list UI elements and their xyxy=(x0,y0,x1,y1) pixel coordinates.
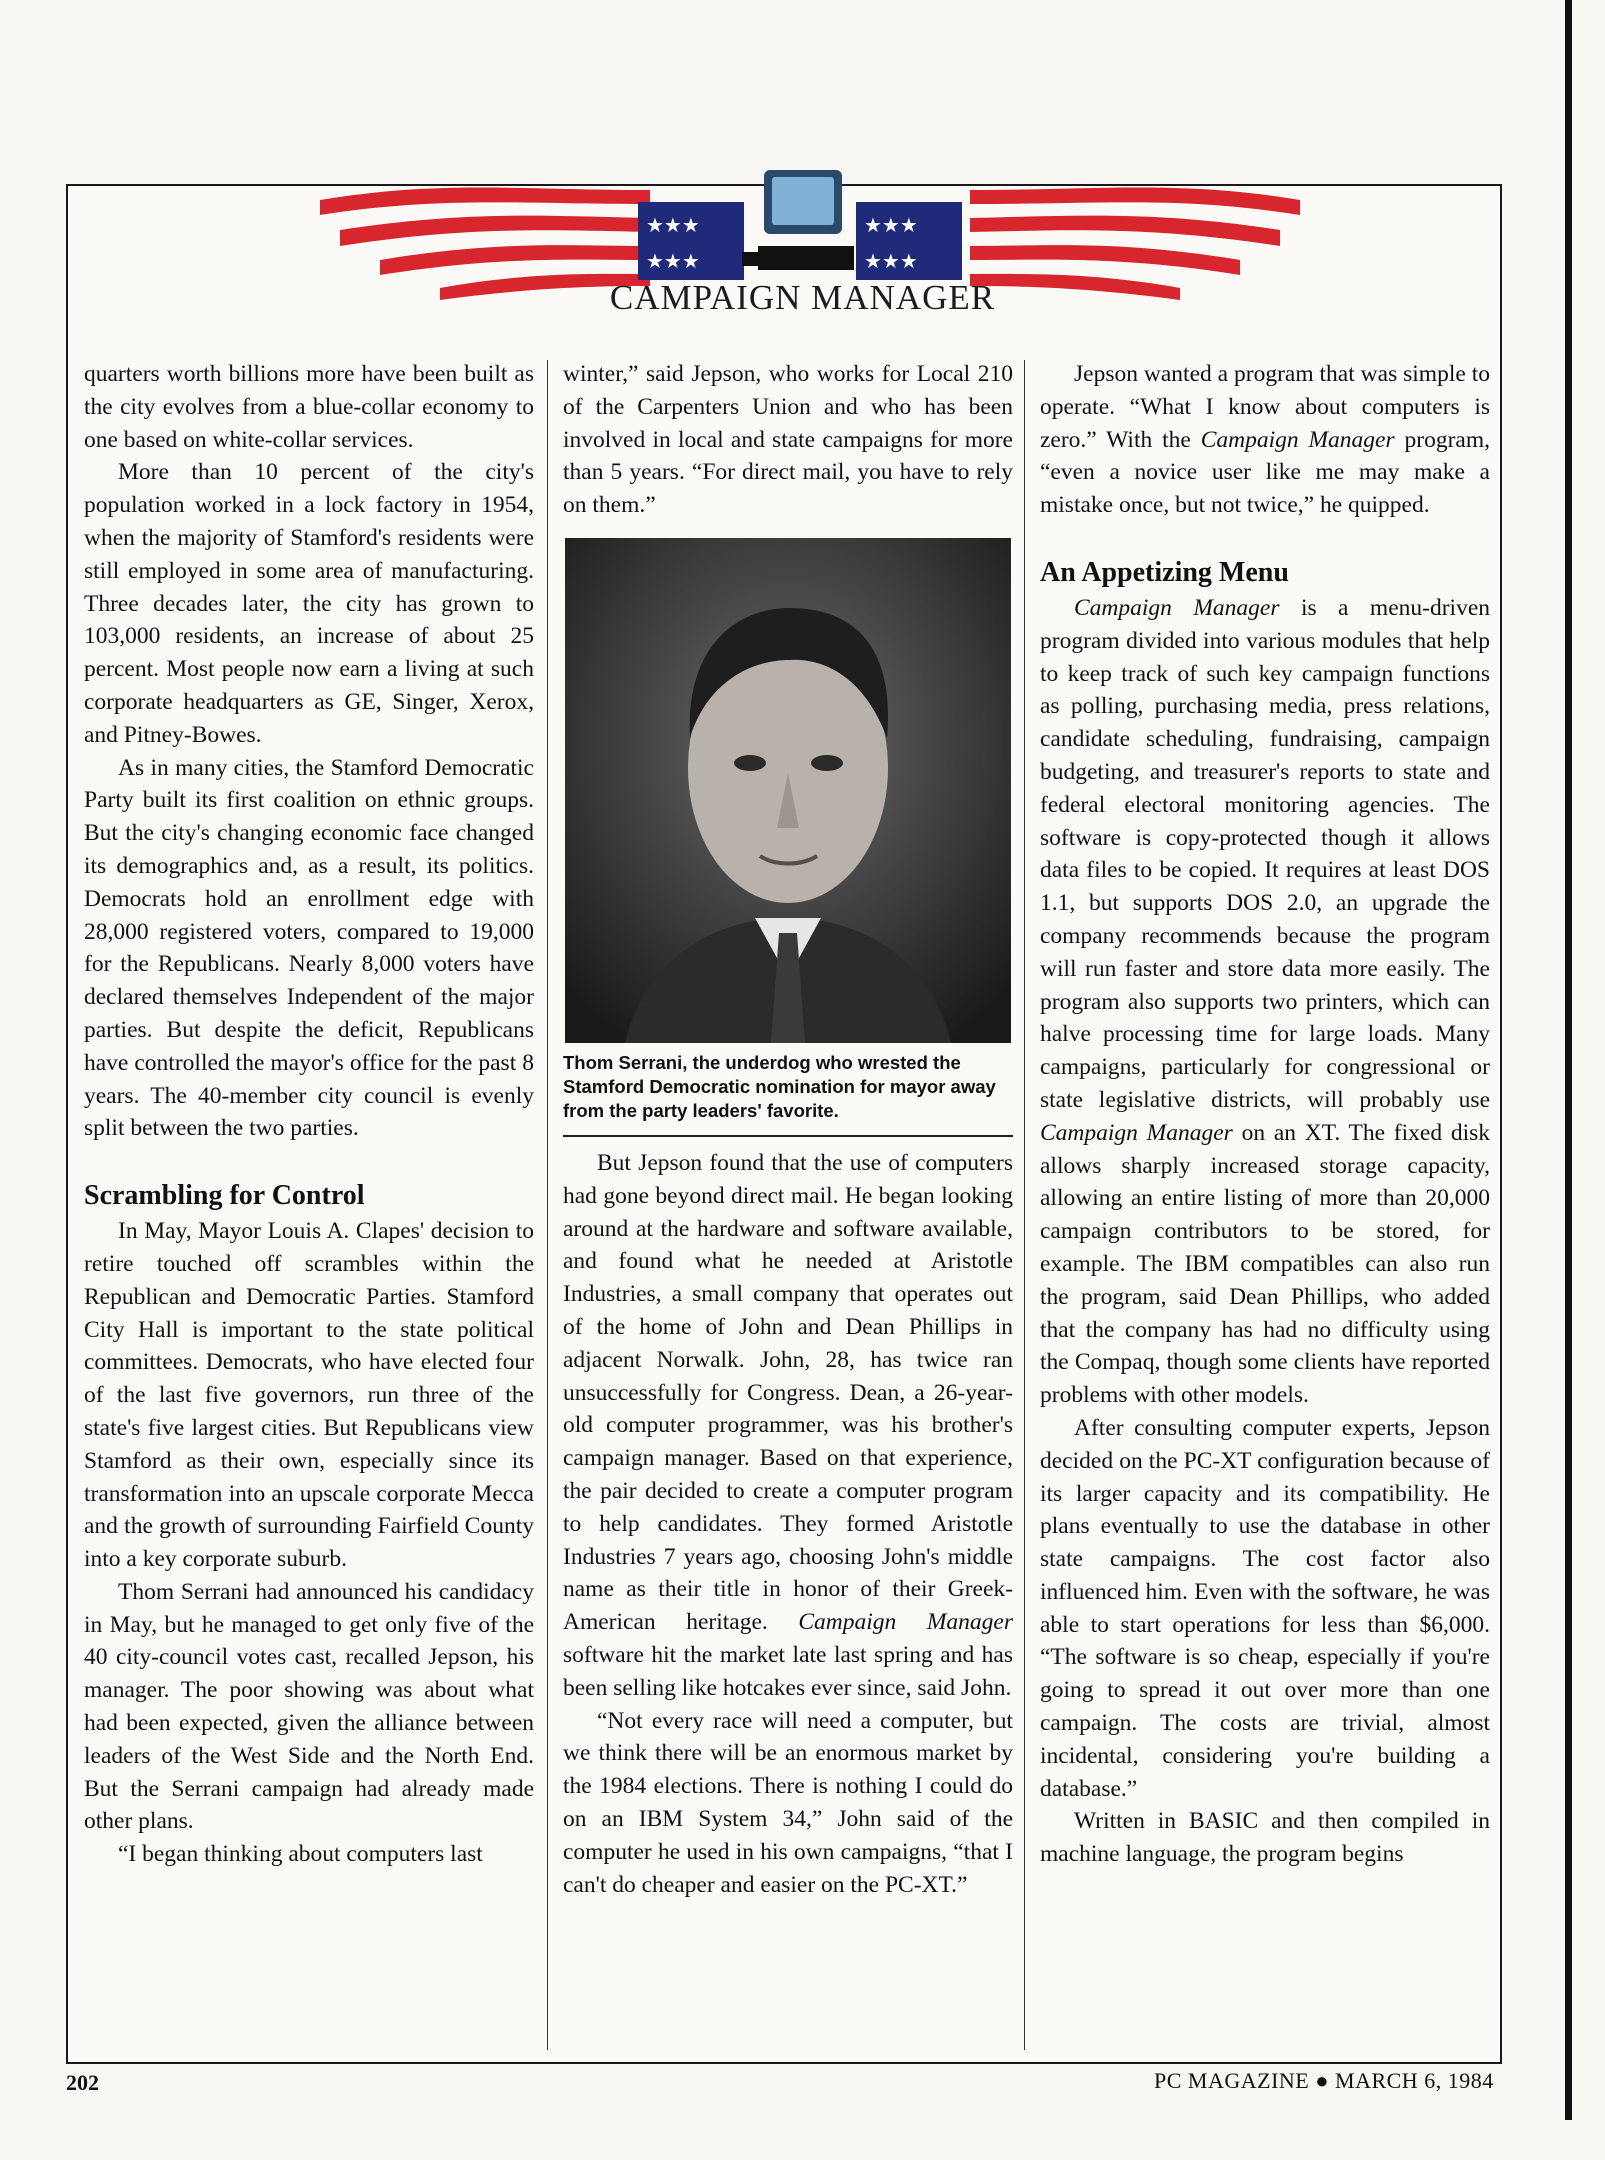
italic-title: Campaign Manager xyxy=(1200,426,1395,453)
scan-edge-bar xyxy=(1565,0,1572,2120)
magazine-issue: PC MAGAZINE ● MARCH 6, 1984 xyxy=(1154,2068,1494,2093)
paragraph: winter,” said Jepson, who works for Local 210 of the Carpenters Union and who has been involved in local and state campaigns for more than 5 years. “For direct mail, you have to rely on them.” xyxy=(563,361,1013,519)
paragraph: “I began thinking about computers last xyxy=(118,1841,483,1868)
article-column-1 xyxy=(84,358,534,1871)
column-rule xyxy=(547,360,548,2050)
page-number: 202 xyxy=(66,2070,99,2095)
italic-title: Campaign Manager xyxy=(1074,594,1280,621)
paragraph: More than 10 percent of the city's population worked in a lock factory in 1954, when the majority of Stamford's residents were still employed in some area of manufacturing. Three decades later, the city has grown to 103,000 residents, an increase of about 25 percent. Most people now earn a living at such corporate headquarters as GE, Singer, Xerox, and Pitney-Bowes. xyxy=(84,459,534,748)
computer-icon xyxy=(742,170,854,270)
paragraph xyxy=(1040,358,1490,522)
paragraph: After consulting computer experts, Jepson decided on the PC-XT configuration because of its larger capacity and its compatibility. He plans eventually to use the database in other state campaigns. The cost factor also influenced him. Even with the software, he was able to start operations for less than $6,000. “The software is so cheap, especially if you're going to spread it out over more than one campaign. The costs are trivial, almost incidental, considering you're building a database.” xyxy=(1040,1414,1490,1802)
department-title: CAMPAIGN MANAGER xyxy=(609,278,996,317)
portrait-photo xyxy=(565,538,1011,1043)
section-heading: An Appetizing Menu xyxy=(1040,556,1289,588)
paragraph-text: But Jepson found that the use of computers had gone beyond direct mail. He began looking around at the hardware and software available, and found what he needed at Aristotle Industries, a small company that operates out of the home of John and Dean Phillips in adjacent Norwalk. John, 28, has twice ran unsuccessfully for Congress. Dean, a 26-year-old computer programmer, was his brother's campaign manager. Based on that experience, the pair decided to create a computer program to help candidates. They formed Aristotle Industries 7 years ago, choosing John's middle name as their title in honor of their Greek-American heritage. xyxy=(563,1149,1013,1636)
article-column-2 xyxy=(563,358,1013,1901)
paragraph: quarters worth billions more have been built as the city evolves from a blue-collar economy to one based on white-collar services. xyxy=(84,361,534,453)
column-rule xyxy=(1024,360,1025,2050)
paragraph: “Not every race will need a computer, but we think there will be an enormous market by the 1984 elections. There is nothing I could do on an IBM System 34,” John said of the computer he used in his own campaigns, “that I can't do cheaper and easier on the PC-XT.” xyxy=(563,1707,1013,1898)
italic-title: Campaign Manager xyxy=(1040,1119,1233,1146)
italic-title: Campaign Manager xyxy=(798,1609,1014,1636)
paragraph-text: Jepson wanted a program that was simple to operate. “What I know about computers is zero.” With the xyxy=(1040,361,1490,453)
photo-caption: Thom Serrani, the underdog who wrested the Stamford Democratic nomination for mayor away from the party leaders' favorite. xyxy=(563,1051,1013,1137)
paragraph-text: software hit the market late last spring and has been selling like hotcakes ever since, said John. xyxy=(563,1641,1013,1701)
paragraph-text: program, “even a novice user like me may make a mistake once, but not twice,” he quipped. xyxy=(1040,426,1491,519)
article-column-3 xyxy=(1040,358,1490,1871)
paragraph: In May, Mayor Louis A. Clapes' decision to retire touched off scrambles within the Republican and Democratic Parties. Stamford City Hall is important to the state political committees. Democrats, who have elected four of the last five governors, run three of the state's five largest cities. But Republicans view Stamford as their own, especially since its transformation into an upscale corporate Mecca and the growth of surrounding Fairfield County into a key corporate suburb. xyxy=(84,1218,534,1573)
paragraph xyxy=(1040,592,1490,1412)
paragraph xyxy=(563,1147,1013,1705)
portrait-illustration xyxy=(565,538,1011,1043)
paragraph-text: on an XT. The fixed disk allows sharply increased storage capacity, allowing an entire listing of more than 20,000 campaign contributors to be stored, for example. The IBM compatibles can also run the program, said Dean Phillips, who added that the company has had no difficulty using the Compaq, though some clients have reported problems with other models. xyxy=(1040,1119,1491,1409)
svg-text:★★★: ★★★ xyxy=(646,213,700,237)
paragraph: Written in BASIC and then compiled in machine language, the program begins xyxy=(1040,1808,1490,1868)
paragraph: As in many cities, the Stamford Democratic Party built its first coalition on ethnic groups. But the city's changing economic face changed its demographics and, as a result, its politics. Democrats hold an enrollment edge with 28,000 registered voters, compared to 19,000 for the Republicans. Nearly 8,000 voters have declared themselves Independent of the major parties. But despite the deficit, Republicans have controlled the mayor's office for the past 8 years. The 40-member city council is evenly split between the two parties. xyxy=(84,754,534,1142)
paragraph: Thom Serrani had announced his candidacy in May, but he managed to get only five of the 40 city-council votes cast, recalled Jepson, his manager. The poor showing was about what had been expected, given the alliance between leaders of the West Side and the North End. But the Serrani campaign had already made other plans. xyxy=(84,1578,534,1835)
svg-text:★★★: ★★★ xyxy=(864,249,918,273)
svg-text:★★★: ★★★ xyxy=(646,249,700,273)
section-heading: Scrambling for Control xyxy=(84,1180,365,1212)
paragraph-text: is a menu-driven program divided into various modules that help to keep track of such key campaign functions as polling, purchasing media, press relations, candidate scheduling, fundraising, campaign budgeting, and treasurer's reports to state and federal electoral monitoring agencies. The software is copy-protected though it allows data files to be copied. It requires at least DOS 1.1, but supports DOS 2.0, an upgrade the company recommends because the program will run faster and store data more easily. The program also supports two printers, which can halve processing time for large loads. Many campaigns, particularly for congressional or state legislative districts, will probably use xyxy=(1040,594,1490,1113)
svg-text:★★★: ★★★ xyxy=(864,213,918,237)
